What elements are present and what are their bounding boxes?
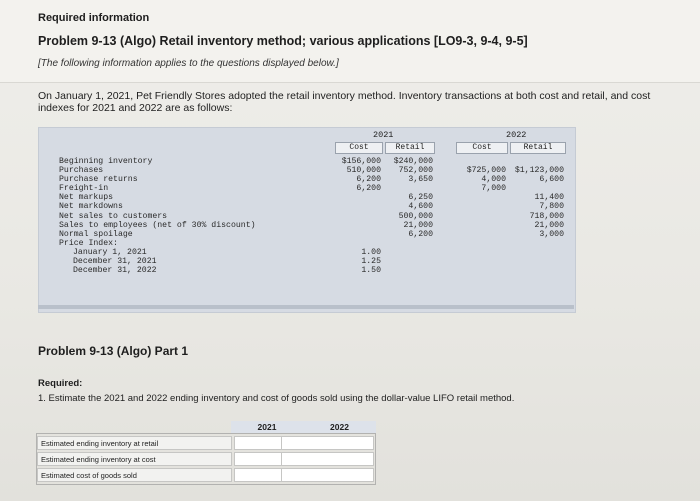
cell-c2021: 6,200 [356,184,381,193]
input-retail-2022[interactable] [281,436,374,450]
required-information-heading: Required information [38,12,150,24]
year-2021-header: 2021 [373,130,394,140]
cell-r2022: 3,000 [539,230,564,239]
year-2022-header: 2022 [506,130,527,140]
answer-col-2022: 2022 [303,421,376,433]
row-label: Normal spoilage [59,230,133,239]
row-label: December 31, 2021 [73,257,157,266]
row-label: Sales to employees (net of 30% discount) [59,221,256,230]
problem-title: Problem 9-13 (Algo) Retail inventory method; various applications [LO9-3, 9-4, 9-5] [38,34,528,48]
row-label: Purchase returns [59,175,138,184]
required-label: Required: [38,378,83,389]
cell-r2021: 752,000 [398,166,433,175]
answer-row-label-retail: Estimated ending inventory at retail [37,436,232,450]
table-bottom-rule [38,305,574,309]
cell-r2021: 4,600 [408,202,433,211]
row-label: Purchases [59,166,104,175]
cell-r2022: 7,800 [539,202,564,211]
cell-c2021: $156,000 [341,157,381,166]
cell-r2021: 3,650 [408,175,433,184]
intro-paragraph: On January 1, 2021, Pet Friendly Stores adopted the retail inventory method. Inventory transactions at both cost and retail, and cost indexes for 2021 and 2022 are as follows: [38,90,651,114]
input-cost-2022[interactable] [281,452,374,466]
cell-r2021: 500,000 [398,212,433,221]
row-label: Net sales to customers [59,212,168,221]
cell-c2022: 7,000 [481,184,506,193]
cell-r2021: 6,250 [408,193,433,202]
answer-table-body [36,433,376,485]
cell-r2022: 6,600 [539,175,564,184]
cell-c2021: 1.25 [361,257,381,266]
row-label: January 1, 2021 [73,248,147,257]
col-header-retail-2021: Retail [385,142,435,154]
answer-row-label-cost: Estimated ending inventory at cost [37,452,232,466]
row-label: Beginning inventory [59,157,153,166]
cell-r2022: $1,123,000 [514,166,564,175]
cell-c2022: $725,000 [466,166,506,175]
header-panel [0,0,700,83]
question-text: 1. Estimate the 2021 and 2022 ending inventory and cost of goods sold using the dollar-value LIFO retail method. [38,393,515,404]
cell-c2021: 1.00 [361,248,381,257]
answer-row-label-cogs: Estimated cost of goods sold [37,468,232,482]
part-title: Problem 9-13 (Algo) Part 1 [38,344,189,358]
cell-c2022: 4,000 [481,175,506,184]
cell-r2022: 21,000 [534,221,564,230]
cell-r2021: 6,200 [408,230,433,239]
col-header-cost-2021: Cost [335,142,383,154]
row-label: Price Index: [59,239,118,248]
row-label: December 31, 2022 [73,266,157,275]
cell-r2021: 21,000 [403,221,433,230]
cell-c2021: 1.50 [361,266,381,275]
col-header-retail-2022: Retail [510,142,566,154]
cell-r2022: 718,000 [529,212,564,221]
cell-c2021: 510,000 [346,166,381,175]
row-label: Net markdowns [59,202,123,211]
cell-r2021: $240,000 [393,157,433,166]
cell-r2022: 11,400 [534,193,564,202]
row-label: Freight-in [59,184,109,193]
row-label: Net markups [59,193,114,202]
cell-c2021: 6,200 [356,175,381,184]
col-header-cost-2022: Cost [456,142,508,154]
instruction-note: [The following information applies to the questions displayed below.] [38,58,339,69]
answer-col-2021: 2021 [231,421,303,433]
input-cogs-2022[interactable] [281,468,374,482]
